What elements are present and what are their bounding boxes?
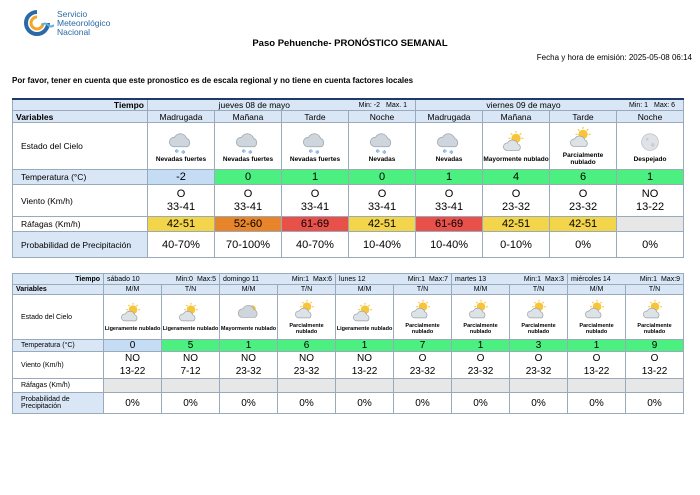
snow-cloud-icon	[235, 130, 261, 156]
wind-speed: 33-41	[434, 200, 464, 213]
sky-cell	[452, 295, 510, 340]
day-name: miércoles 14	[571, 275, 611, 283]
sun-cloud-icon	[353, 302, 377, 326]
precip-cell: 0%	[220, 393, 278, 414]
gust-cell	[510, 379, 568, 393]
gust-label: Ráfagas (Km/h)	[13, 217, 148, 232]
sky-text: Nevadas fuertes	[222, 155, 274, 163]
day-min: Min:1	[407, 275, 425, 283]
precip-cell: 0%	[104, 393, 162, 414]
precip-cell: 40-70%	[282, 232, 349, 258]
sun-cloud-icon	[179, 302, 203, 326]
period-header: Noche	[617, 111, 684, 123]
period-header: T/N	[162, 285, 220, 295]
wind-direction: O	[418, 353, 427, 364]
gust-cell	[220, 379, 278, 393]
wind-cell	[215, 185, 282, 217]
wind-speed: 13-22	[351, 366, 378, 377]
svg-text:❄: ❄	[308, 148, 314, 155]
temp-cell: 1	[336, 340, 394, 352]
logo-line-1: Servicio	[57, 8, 88, 19]
temp-cell: 0	[215, 170, 282, 185]
temp-cell: 0	[349, 170, 416, 185]
sky-cell	[394, 295, 452, 340]
day-name: viernes 09 de mayo	[486, 100, 561, 110]
sky-text: Parcialmente nublado	[521, 322, 556, 335]
wind-direction: O	[310, 187, 320, 200]
sky-cell	[568, 295, 626, 340]
sky-cell	[220, 295, 278, 340]
sky-text: Nevadas	[368, 155, 396, 163]
disclaimer-note: Por favor, tener en cuenta que este pronostico es de escala regional y no tiene en cuenta factores locales	[12, 76, 414, 85]
svg-text:❄: ❄	[174, 148, 180, 155]
wind-direction: O	[377, 187, 387, 200]
variables-label: Variables	[13, 285, 104, 295]
temp-cell: 1	[568, 340, 626, 352]
wind-direction: NO	[125, 353, 140, 364]
gust-cell	[336, 379, 394, 393]
precip-label: Probabilidad de Precipitación	[13, 232, 148, 258]
temp-label: Temperatura (°C)	[13, 170, 148, 185]
period-header: Mañana	[215, 111, 282, 123]
day-name: martes 13	[455, 275, 487, 283]
sun-cloud-icon	[503, 130, 529, 156]
gust-cell: 42-51	[148, 217, 215, 232]
svg-text:❄: ❄	[382, 149, 387, 156]
svg-text:❄: ❄	[248, 149, 253, 156]
gust-cell: 61-69	[416, 217, 483, 232]
sky-cell	[162, 295, 220, 340]
wind-speed: 13-22	[583, 366, 610, 377]
sky-text: Nevadas fuertes	[289, 155, 341, 163]
wind-label: Viento (Km/h)	[13, 185, 148, 217]
gust-label: Ráfagas (Km/h)	[13, 379, 104, 393]
sky-text: Parcialmente nublado	[463, 322, 498, 335]
emission-datetime: Fecha y hora de emisión: 2025-05-08 06:14	[536, 53, 692, 62]
sun-cloud-icon	[643, 299, 667, 323]
period-header: M/M	[336, 285, 394, 295]
gust-cell	[162, 379, 220, 393]
sky-cell	[416, 123, 483, 170]
gust-cell	[617, 217, 684, 232]
wind-direction: NO	[241, 353, 257, 364]
sky-cell	[282, 123, 349, 170]
period-header: T/N	[278, 285, 336, 295]
wind-cell	[416, 185, 483, 217]
temp-cell: 5	[162, 340, 220, 352]
sky-text: Ligeramente nublado	[162, 325, 219, 332]
wind-speed: 23-32	[501, 200, 531, 213]
sky-text: Despejado	[633, 155, 667, 163]
wind-direction: NO	[641, 187, 659, 200]
logo-line-2: Meteorológico	[57, 17, 111, 28]
day-name: sábado 10	[107, 275, 140, 283]
temp-cell: 3	[510, 340, 568, 352]
sun-cloud-icon	[411, 299, 435, 323]
day-min: Min: 1	[628, 101, 649, 109]
sky-cell	[510, 295, 568, 340]
wind-speed: 23-32	[293, 366, 320, 377]
period-header: T/N	[626, 285, 684, 295]
period-header: Noche	[349, 111, 416, 123]
temp-cell: 9	[626, 340, 684, 352]
precip-cell: 0%	[510, 393, 568, 414]
temp-cell: 4	[483, 170, 550, 185]
wind-direction: O	[534, 353, 543, 364]
precip-cell: 0%	[626, 393, 684, 414]
wind-speed: 23-32	[568, 200, 598, 213]
sky-cell	[626, 295, 684, 340]
precip-cell: 0-10%	[483, 232, 550, 258]
period-header: M/M	[220, 285, 278, 295]
wind-speed: 23-32	[525, 366, 552, 377]
gust-cell: 61-69	[282, 217, 349, 232]
sky-text: Parcialmente nublado	[289, 322, 324, 335]
period-header: T/N	[394, 285, 452, 295]
forecast-table-days-1-2	[12, 98, 684, 258]
gust-cell	[568, 379, 626, 393]
temp-cell: 1	[282, 170, 349, 185]
precip-cell: 0%	[336, 393, 394, 414]
day-max: Max:7	[428, 275, 449, 283]
precip-cell: 0%	[452, 393, 510, 414]
sky-text: Nevadas	[435, 155, 463, 163]
wind-direction: O	[243, 187, 253, 200]
sky-cell	[148, 123, 215, 170]
gust-cell	[104, 379, 162, 393]
wind-direction: O	[511, 187, 521, 200]
wind-cell	[452, 352, 510, 379]
sun-cloud-icon	[469, 299, 493, 323]
period-header: T/N	[510, 285, 568, 295]
wind-cell	[282, 185, 349, 217]
gust-cell	[394, 379, 452, 393]
wind-cell	[104, 352, 162, 379]
sky-text: Parcialmente nublado	[562, 152, 604, 166]
sun-cloud-icon	[295, 299, 319, 323]
temp-cell: 6	[550, 170, 617, 185]
sky-cell	[617, 123, 684, 170]
wind-direction: O	[650, 353, 659, 364]
sky-text: Parcialmente nublado	[637, 322, 672, 335]
temp-cell: 6	[278, 340, 336, 352]
snow-cloud-icon	[436, 130, 462, 156]
gust-cell	[626, 379, 684, 393]
day-max: Max:5	[196, 275, 217, 283]
gust-cell: 42-51	[550, 217, 617, 232]
moon-icon	[637, 130, 663, 156]
day-header	[220, 274, 336, 285]
wind-cell	[626, 352, 684, 379]
day-max: Max: 6	[654, 101, 676, 109]
day-header	[416, 99, 684, 111]
variables-label: Variables	[13, 111, 148, 123]
precip-cell: 0%	[394, 393, 452, 414]
period-header: Madrugada	[148, 111, 215, 123]
page-title: Paso Pehuenche- PRONÓSTICO SEMANAL	[252, 38, 448, 49]
day-name: jueves 08 de mayo	[218, 100, 290, 110]
sky-cell	[278, 295, 336, 340]
svg-text:❄: ❄	[449, 149, 454, 156]
wind-cell	[550, 185, 617, 217]
precip-cell: 40-70%	[148, 232, 215, 258]
svg-text:❄: ❄	[181, 149, 186, 156]
snow-cloud-icon	[302, 130, 328, 156]
sky-text: Ligeramente nublado	[104, 325, 161, 332]
wind-speed: 23-32	[235, 366, 262, 377]
sky-cell	[215, 123, 282, 170]
temp-cell: 1	[452, 340, 510, 352]
day-header	[568, 274, 684, 285]
temp-cell: 1	[220, 340, 278, 352]
day-min: Min:0	[175, 275, 193, 283]
wind-cell	[349, 185, 416, 217]
precip-cell: 0%	[617, 232, 684, 258]
wind-speed: 7-12	[180, 366, 201, 377]
day-header	[104, 274, 220, 285]
wind-label: Viento (Km/h)	[13, 352, 104, 379]
wind-direction: NO	[357, 353, 373, 364]
precip-cell: 0%	[568, 393, 626, 414]
day-max: Max:9	[660, 275, 681, 283]
logo-line-3: Nacional	[57, 26, 91, 37]
svg-text:❄: ❄	[442, 148, 448, 155]
sun-cloud-icon	[585, 299, 609, 323]
sky-label: Estado del Cielo	[13, 123, 148, 170]
wind-direction: O	[592, 353, 601, 364]
wind-direction: O	[578, 187, 588, 200]
day-header	[452, 274, 568, 285]
wind-cell	[568, 352, 626, 379]
day-min: Min: -2	[358, 101, 381, 109]
day-max: Max:6	[312, 275, 333, 283]
wind-direction: NO	[299, 353, 315, 364]
wind-cell	[162, 352, 220, 379]
sky-text: Mayormente nublado	[220, 325, 277, 332]
temp-cell: 7	[394, 340, 452, 352]
smn-logo-icon	[20, 9, 54, 37]
period-header: Tarde	[282, 111, 349, 123]
temp-cell: -2	[148, 170, 215, 185]
tiempo-label: Tiempo	[13, 99, 148, 111]
day-max: Max. 1	[386, 101, 408, 109]
sky-cell	[550, 123, 617, 170]
sky-cell	[349, 123, 416, 170]
period-header: M/M	[104, 285, 162, 295]
temp-cell: 1	[416, 170, 483, 185]
sun-cloud-icon	[121, 302, 145, 326]
precip-cell: 0%	[278, 393, 336, 414]
sun-cloud-icon	[570, 126, 596, 152]
sky-text: Mayormente nublado	[483, 155, 549, 163]
gust-cell	[278, 379, 336, 393]
sky-text: Nevadas fuertes	[155, 155, 207, 163]
wind-cell	[148, 185, 215, 217]
sky-label: Estado del Cielo	[13, 295, 104, 340]
day-min: Min:1	[523, 275, 541, 283]
snow-cloud-icon	[369, 130, 395, 156]
precip-cell: 10-40%	[416, 232, 483, 258]
precip-label: Probabilidad de Precipitación	[13, 393, 104, 414]
svg-text:❄: ❄	[241, 148, 247, 155]
day-name: lunes 12	[339, 275, 366, 283]
wind-speed: 13-22	[635, 200, 665, 213]
tiempo-label: Tiempo	[13, 274, 104, 285]
precip-cell: 0%	[162, 393, 220, 414]
day-max: Max:3	[544, 275, 565, 283]
wind-cell	[617, 185, 684, 217]
gust-cell	[452, 379, 510, 393]
wind-cell	[336, 352, 394, 379]
sky-text: Parcialmente nublado	[405, 322, 440, 335]
wind-speed: 13-22	[641, 366, 668, 377]
period-header: Madrugada	[416, 111, 483, 123]
wind-cell	[510, 352, 568, 379]
gust-cell: 42-51	[349, 217, 416, 232]
gust-cell: 52-60	[215, 217, 282, 232]
wind-cell	[220, 352, 278, 379]
svg-text:❄: ❄	[375, 148, 381, 155]
wind-cell	[483, 185, 550, 217]
precip-cell: 10-40%	[349, 232, 416, 258]
precip-cell: 0%	[550, 232, 617, 258]
wind-speed: 33-41	[233, 200, 263, 213]
period-header: M/M	[452, 285, 510, 295]
sky-cell	[483, 123, 550, 170]
wind-direction: O	[176, 187, 186, 200]
temp-cell: 0	[104, 340, 162, 352]
wind-direction: O	[444, 187, 454, 200]
sky-cell	[104, 295, 162, 340]
svg-text:❄: ❄	[315, 149, 320, 156]
day-min: Min:1	[291, 275, 309, 283]
temp-cell: 1	[617, 170, 684, 185]
period-header: M/M	[568, 285, 626, 295]
day-header	[148, 99, 416, 111]
wind-cell	[394, 352, 452, 379]
day-min: Min:1	[639, 275, 657, 283]
wind-speed: 33-41	[166, 200, 196, 213]
sky-text: Ligeramente nublado	[336, 325, 393, 332]
period-header: Mañana	[483, 111, 550, 123]
sky-cell	[336, 295, 394, 340]
wind-direction: O	[476, 353, 485, 364]
smn-logo	[20, 6, 160, 40]
forecast-table-days-3-7	[12, 273, 684, 414]
wind-direction: NO	[183, 353, 198, 364]
day-header	[336, 274, 452, 285]
precip-cell: 70-100%	[215, 232, 282, 258]
wind-speed: 33-41	[300, 200, 330, 213]
period-header: Tarde	[550, 111, 617, 123]
temp-label: Temperatura (°C)	[13, 340, 104, 352]
gust-cell: 42-51	[483, 217, 550, 232]
wind-speed: 23-32	[409, 366, 436, 377]
sun-cloud-icon	[527, 299, 551, 323]
wind-cell	[278, 352, 336, 379]
wind-speed: 33-41	[367, 200, 397, 213]
wind-speed: 23-32	[467, 366, 494, 377]
day-name: domingo 11	[223, 275, 260, 283]
snow-cloud-icon	[168, 130, 194, 156]
sky-text: Parcialmente nublado	[579, 322, 614, 335]
wind-speed: 13-22	[119, 366, 146, 377]
cloud-icon	[237, 302, 261, 326]
